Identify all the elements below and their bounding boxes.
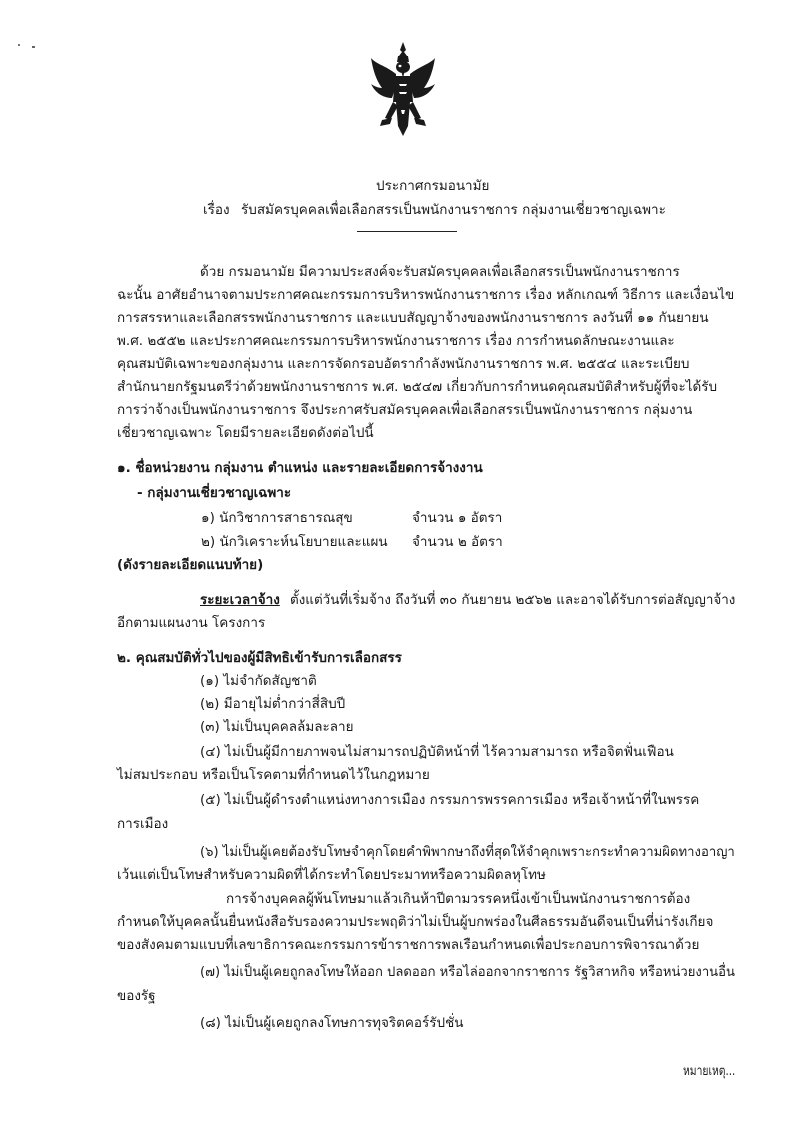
qualification-5-line-2: การเมือง [117, 816, 169, 832]
qualification-5-line-1: (๕) ไม่เป็นผู้ดำรงตำแหน่งทางการเมือง กรรมการพรรคการเมือง หรือเจ้าหน้าที่ในพรรค [200, 792, 700, 808]
rehabilitation-para-line-3: ของสังคมตามแบบที่เลขาธิการคณะกรรมการข้าราชการพลเรือนกำหนดเพื่อประกอบการพิจารณาด้วย [117, 937, 700, 953]
qualification-1: (๑) ไม่จำกัดสัญชาติ [200, 673, 317, 689]
qualification-8: (๘) ไม่เป็นผู้เคยถูกลงโทษการทุจริตคอร์รัปชั่น [200, 1015, 464, 1031]
subject-text: รับสมัครบุคคลเพื่อเลือกสรรเป็นพนักงานราชการ กลุ่มงานเชี่ยวชาญเฉพาะ [241, 202, 666, 218]
qualification-3: (๓) ไม่เป็นบุคคลล้มละลาย [200, 719, 354, 735]
intro-line-4: พ.ศ. ๒๕๕๒ และประกาศคณะกรรมการบริหารพนักงานราชการ เรื่อง การกำหนดลักษณะงานและ [117, 333, 675, 349]
employment-period-label: ระยะเวลาจ้าง [200, 592, 280, 608]
position-1-name: ๑) นักวิชาการสาธารณสุข [201, 510, 353, 526]
intro-line-7: การว่าจ้างเป็นพนักงานราชการ จึงประกาศรับสมัครบุคคลเพื่อเลือกสรรเป็นพนักงานราชการ กลุ่มงาน [117, 402, 693, 418]
intro-line-5: คุณสมบัติเฉพาะของกลุ่มงาน และการจัดกรอบอัตรากำลังพนักงานราชการ พ.ศ. ๒๕๕๔ และระเบียบ [117, 356, 690, 372]
position-2-name: ๒) นักวิเคราะห์นโยบายและแผน [201, 534, 388, 550]
rehabilitation-para-line-1: การจ้างบุคคลผู้พ้นโทษมาแล้วเกินห้าปีตามวรรคหนึ่งเข้าเป็นพนักงานราชการต้อง [226, 891, 691, 907]
position-2-count: จำนวน ๒ อัตรา [412, 534, 503, 550]
announcement-title: ประกาศกรมอนามัย [376, 178, 490, 194]
qualification-4-line-2: ไม่สมประกอบ หรือเป็นโรคตามที่กำหนดไว้ในกฎหมาย [117, 767, 430, 783]
qualification-6-line-1: (๖) ไม่เป็นผู้เคยต้องรับโทษจำคุกโดยคำพิพากษาถึงที่สุดให้จำคุกเพราะกระทำความผิดทางอาญา [200, 844, 735, 860]
section-2-heading: ๒. คุณสมบัติทั่วไปของผู้มีสิทธิเข้ารับการเลือกสรร [117, 650, 402, 666]
qualification-4-line-1: (๔) ไม่เป็นผู้มีกายภาพจนไม่สามารถปฏิบัติหน้าที่ ไร้ความสามารถ หรือจิตฟั่นเฟือน [200, 744, 674, 760]
intro-line-1: ด้วย กรมอนามัย มีความประสงค์จะรับสมัครบุคคลเพื่อเลือกสรรเป็นพนักงานราชการ [200, 264, 680, 280]
position-1-count: จำนวน ๑ อัตรา [412, 510, 503, 526]
intro-line-3: การสรรหาและเลือกสรรพนักงานราชการ และแบบสัญญาจ้างของพนักงานราชการ ลงวันที่ ๑๑ กันยายน [117, 310, 709, 326]
qualification-7-line-1: (๗) ไม่เป็นผู้เคยถูกลงโทษให้ออก ปลดออก หรือไล่ออกจากราชการ รัฐวิสาหกิจ หรือหน่วยงานอื่น [200, 964, 735, 980]
qualification-6-line-2: เว้นแต่เป็นโทษสำหรับความผิดที่ได้กระทำโดยประมาทหรือความผิดลหุโทษ [117, 867, 546, 883]
intro-line-8: เชี่ยวชาญเฉพาะ โดยมีรายละเอียดดังต่อไปนี้ [117, 425, 374, 441]
employment-period-text: ตั้งแต่วันที่เริ่มจ้าง ถึงวันที่ ๓๐ กันยายน ๒๕๖๒ และอาจได้รับการต่อสัญญาจ้าง [290, 592, 736, 608]
subject-label: เรื่อง [203, 202, 230, 218]
section-1-group: - กลุ่มงานเชี่ยวชาญเฉพาะ [137, 485, 292, 501]
intro-line-6: สำนักนายกรัฐมนตรีว่าด้วยพนักงานราชการ พ.ศ. ๒๕๔๗ เกี่ยวกับการกำหนดคุณสมบัติสำหรับผู้ที่จะได้รับ [117, 379, 718, 395]
rehabilitation-para-line-2: กำหนดให้บุคคลนั้นยื่นหนังสือรับรองความประพฤติว่าไม่เป็นผู้บกพร่องในศีลธรรมอันดีจนเป็นที่น่ารังเกียจ [117, 914, 714, 930]
qualification-7-line-2: ของรัฐ [117, 988, 156, 1004]
title-divider [357, 231, 457, 232]
details-note: (ดังรายละเอียดแนบท้าย) [117, 557, 264, 573]
qualification-2: (๒) มีอายุไม่ต่ำกว่าสี่สิบปี [200, 696, 346, 712]
intro-line-2: ฉะนั้น อาศัยอำนาจตามประกาศคณะกรรมการบริหารพนักงานราชการ เรื่อง หลักเกณฑ์ วิธีการ และเงื่อนไข [117, 287, 735, 303]
continued-note: หมายเหตุ... [683, 1063, 736, 1079]
employment-period-text-2: อีกตามแผนงาน โครงการ [117, 615, 266, 631]
garuda-emblem-icon [368, 40, 438, 140]
section-1-heading: ๑. ชื่อหน่วยงาน กลุ่มงาน ตำแหน่ง และรายละเอียดการจ้างงาน [117, 460, 483, 476]
scan-speck-marks [18, 42, 48, 52]
